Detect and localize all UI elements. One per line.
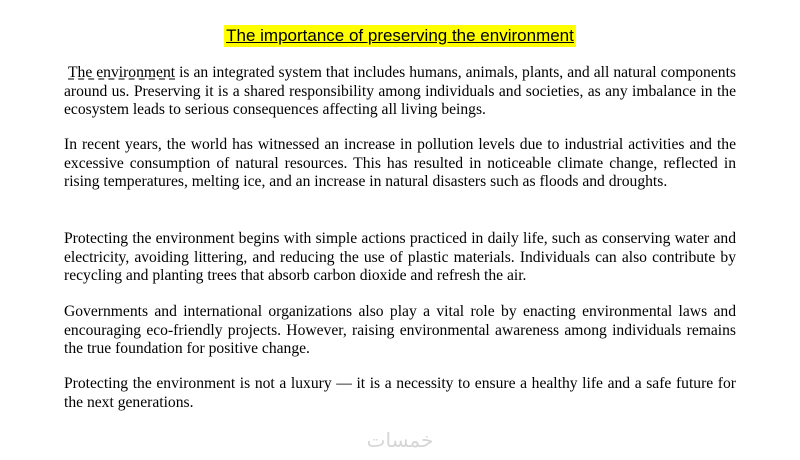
watermark: خمسات (366, 428, 434, 452)
document-title: The importance of preserving the environment (226, 26, 574, 45)
paragraph-2: In recent years, the world has witnessed an increase in pollution levels due to industrial activities and the excessive consumption of natural resources. This has resulted in noticeable climate change, reflected in rising temperatures, melting ice, and an increase in natural disasters such as floods and droughts. (64, 136, 736, 191)
paragraph-1-lead: The environment (68, 64, 176, 81)
paragraph-1-text: is an integrated system that includes humans, animals, plants, and all natural components around us. Preserving it is a shared responsibility among individuals and societies, as any imbalance in the ecosystem leads to serious consequences affecting all living beings. (64, 64, 736, 119)
paragraph-3: Protecting the environment begins with simple actions practiced in daily life, such as conserving water and electricity, avoiding littering, and reducing the use of plastic materials. Individuals can also contribute by recycling and planting trees that absorb carbon dioxide and refresh the air. (64, 230, 736, 285)
paragraph-1 (64, 64, 736, 120)
paragraph-5: Protecting the environment is not a luxury — it is a necessity to ensure a healthy life and a safe future for the next generations. (64, 375, 736, 411)
title-container (0, 25, 800, 47)
paragraph-4: Governments and international organizations also play a vital role by enacting environmental laws and encouraging eco-friendly projects. However, raising environmental awareness among individuals remains the true foundation for positive change. (64, 303, 736, 358)
